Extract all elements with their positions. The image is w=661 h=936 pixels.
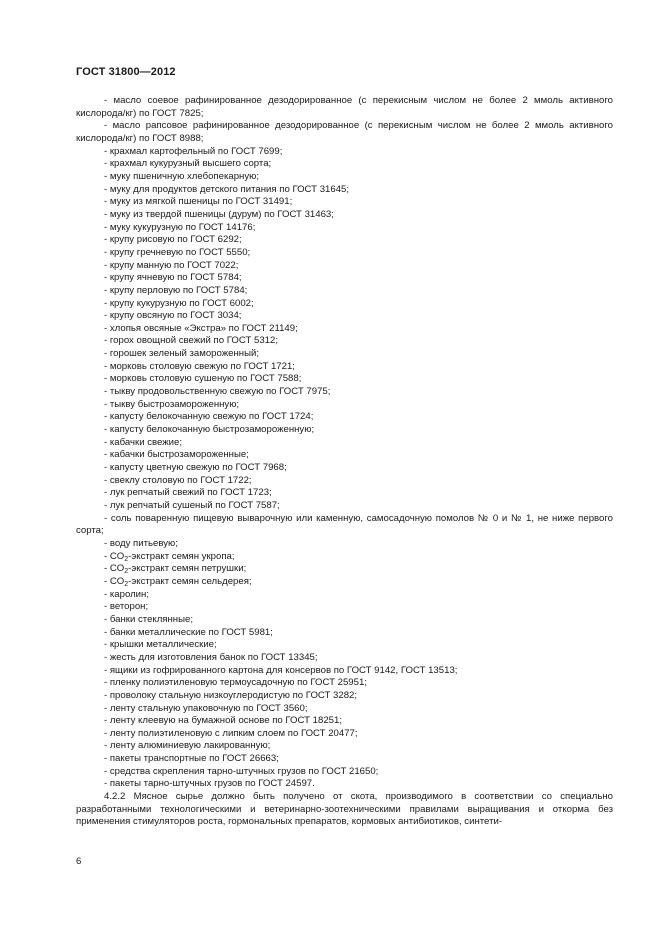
list-item: - крупу манную по ГОСТ 7022; — [104, 259, 239, 271]
document-body — [76, 95, 613, 829]
list-item: - муку из мягкой пшеницы по ГОСТ 31491; — [104, 196, 293, 208]
list-item: - капусту цветную свежую по ГОСТ 7968; — [104, 462, 287, 474]
list-item: - крупу гречневую по ГОСТ 5550; — [104, 246, 251, 258]
list-item: - крупу кукурузную по ГОСТ 6002; — [104, 297, 254, 309]
co2-subscript: 2 — [124, 580, 129, 588]
co2-subscript: 2 — [124, 555, 129, 563]
list-item: - пакеты тарно-штучных грузов по ГОСТ 24597. — [104, 778, 315, 790]
list-item: - тыкву продовольственную свежую по ГОСТ 7975; — [104, 386, 331, 398]
list-item: - крахмал картофельный по ГОСТ 7699; — [104, 145, 283, 157]
co2-item-text: -экстракт семян сельдерея; — [128, 575, 252, 587]
list-item: - хлопья овсяные «Экстра» по ГОСТ 21149; — [104, 322, 298, 334]
list-item: - проволоку стальную низкоуглеродистую по ГОСТ 3282; — [104, 689, 358, 701]
list-item: - морковь столовую свежую по ГОСТ 1721; — [104, 360, 295, 372]
list-item-co2-parsley — [76, 563, 613, 576]
list-item: - банки металлические по ГОСТ 5981; — [104, 626, 273, 638]
list-item: - банки стеклянные; — [104, 613, 193, 625]
list-item: - капусту белокочанную быстрозамороженную; — [104, 424, 315, 436]
list-item: - горох овощной свежий по ГОСТ 5312; — [104, 335, 278, 347]
document-header: ГОСТ 31800—2012 — [76, 66, 176, 78]
paragraph-rapeseed-oil: - масло рапсовое рафинированное дезодорированное (с перекисным числом не более 2 ммоль активного кислорода/кг) по ГОСТ 8988; — [76, 120, 613, 144]
co2-prefix: - CO — [104, 575, 125, 587]
list-item-co2-celery — [76, 576, 613, 589]
list-item: - ленту полиэтиленовую с липким слоем по ГОСТ 20477; — [104, 727, 358, 739]
paragraph-soy-oil: - масло соевое рафинированное дезодорированное (с перекисным числом не более 2 ммоль активного кислорода/кг) по ГОСТ 7825; — [76, 95, 613, 119]
list-item-water: - воду питьевую; — [104, 537, 178, 549]
list-item: - крупу рисовую по ГОСТ 6292; — [104, 234, 242, 246]
list-item: - кабачки свежие; — [104, 436, 183, 448]
list-item-co2-dill — [76, 551, 613, 564]
list-item: - жесть для изготовления банок по ГОСТ 13345; — [104, 651, 318, 663]
paragraph-salt: - соль поваренную пищевую выварочную или каменную, самосадочную помолов № 0 и № 1, не ниже первого сорта; — [76, 512, 613, 537]
list-item: - ящики из гофрированного картона для консервов по ГОСТ 9142, ГОСТ 13513; — [104, 664, 458, 676]
materials-list — [76, 589, 613, 792]
paragraph-4-2-2: 4.2.2 Мясное сырье должно быть получено от скота, производимого в соответствии со специально разработанными технологическими и ветеринарно-зоотехническими правилами выращивания и откорма без применения стимуляторов роста, гормональных препаратов, кормовых антибиотиков, синтети- — [76, 791, 613, 828]
list-item: - горошек зеленый замороженный; — [104, 348, 260, 360]
list-item: - муку пшеничную хлебопекарную; — [104, 170, 259, 182]
list-item: - веторон; — [104, 601, 149, 613]
list-item: - кабачки быстрозамороженные; — [104, 449, 249, 461]
list-item: - ленту стальную упаковочную по ГОСТ 3560; — [104, 702, 308, 714]
list-item: - лук репчатый свежий по ГОСТ 1723; — [104, 487, 272, 499]
list-item: - крахмал кукурузный высшего сорта; — [104, 158, 272, 170]
list-item: - средства скрепления тарно-штучных грузов по ГОСТ 21650; — [104, 765, 379, 777]
list-item: - муку из твердой пшеницы (дурум) по ГОСТ 31463; — [104, 208, 334, 220]
list-item: - каролин; — [104, 588, 149, 600]
list-item: - муку для продуктов детского питания по ГОСТ 31645; — [104, 183, 350, 195]
ingredient-list — [76, 146, 613, 513]
list-item: - крупу перловую по ГОСТ 5784; — [104, 284, 248, 296]
list-item: - капусту белокочанную свежую по ГОСТ 1724; — [104, 411, 314, 423]
list-item: - ленту алюминиевую лакированную; — [104, 740, 271, 752]
page-number: 6 — [76, 856, 82, 867]
list-item: - пленку полиэтиленовую термоусадочную по ГОСТ 25951; — [104, 677, 367, 689]
list-item: - пакеты транспортные по ГОСТ 26663; — [104, 753, 279, 765]
list-item: - морковь столовую сушеную по ГОСТ 7588; — [104, 373, 302, 385]
list-item: - крупу овсяную по ГОСТ 3034; — [104, 310, 242, 322]
co2-prefix: - CO — [104, 550, 125, 562]
list-item: - ленту клеевую на бумажной основе по ГОСТ 18251; — [104, 715, 343, 727]
co2-subscript: 2 — [124, 568, 129, 576]
list-item: - свеклу столовую по ГОСТ 1722; — [104, 474, 252, 486]
co2-item-text: -экстракт семян укропа; — [128, 550, 235, 562]
list-item: - крышки металлические; — [104, 639, 217, 651]
list-item: - тыкву быстрозамороженную; — [104, 398, 240, 410]
co2-item-text: -экстракт семян петрушки; — [128, 563, 247, 575]
list-item: - муку кукурузную по ГОСТ 14176; — [104, 221, 256, 233]
list-item: - крупу ячневую по ГОСТ 5784; — [104, 272, 242, 284]
list-item: - лук репчатый сушеный по ГОСТ 7587; — [104, 500, 280, 511]
co2-prefix: - CO — [104, 563, 125, 575]
